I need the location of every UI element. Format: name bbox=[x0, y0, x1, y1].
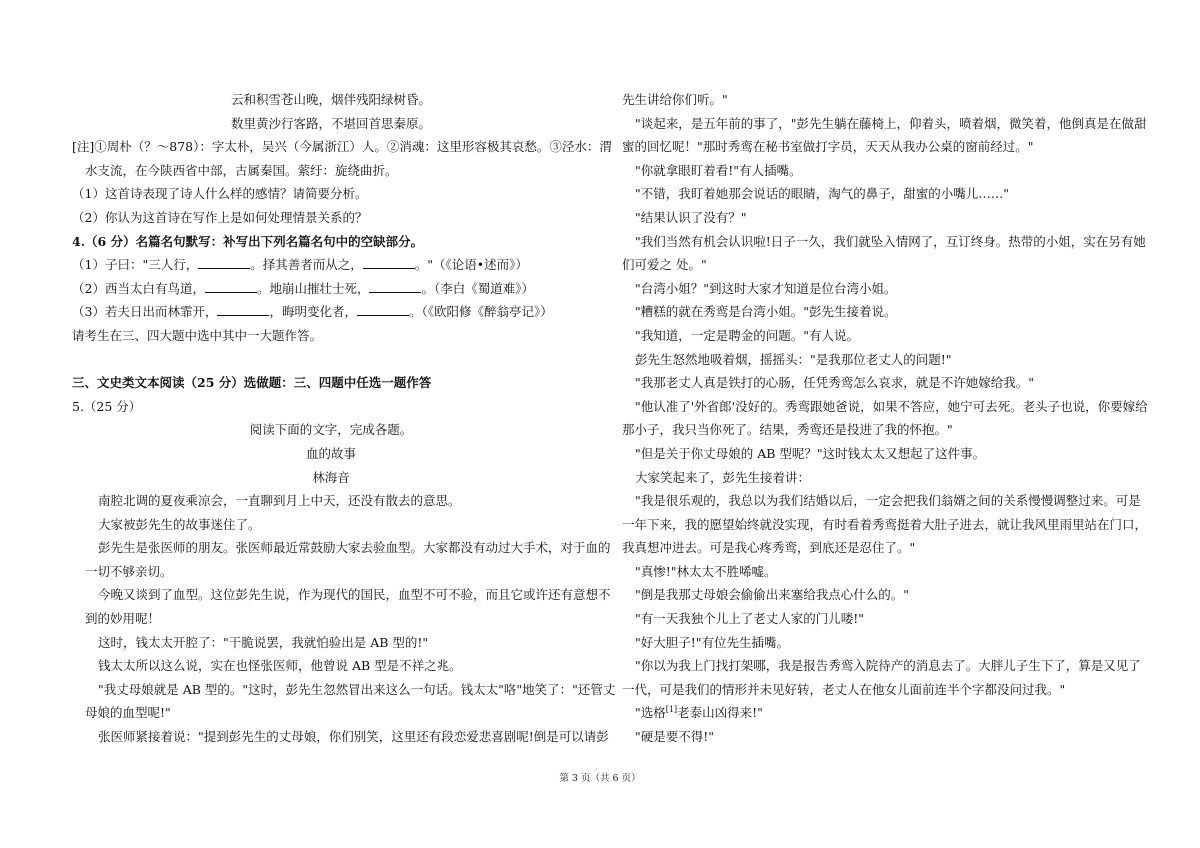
paragraph-cont: 我真想冲进去。可是我心疼秀鸾，到底还是忍住了。" bbox=[622, 540, 916, 556]
poem-line: 数里黄沙行客路，不堪回首思秦原。 bbox=[230, 115, 431, 131]
question-5: 5.（25 分） bbox=[72, 398, 142, 414]
paragraph: "硬是要不得!" bbox=[635, 729, 715, 745]
instruction: 阅读下面的文字，完成各题。 bbox=[249, 422, 413, 438]
left-column bbox=[72, 88, 616, 749]
paragraph-cont: 母娘的血型呢!" bbox=[85, 705, 171, 721]
paragraph: "你以为我上门找打架哪，我是报告秀鸾入院待产的消息去了。大胖儿子生下了，算是又见了 bbox=[635, 658, 1141, 674]
paragraph: "我们当然有机会认识啦!日子一久，我们就坠入情网了，互订终身。热带的小姐，实在另有她 bbox=[635, 233, 1146, 249]
paragraph: 彭先生是张医师的朋友。张医师最近常鼓励大家去验血型。大家都没有动过大手术，对于血的 bbox=[98, 540, 611, 556]
note-line: [注]①周朴（？～878）：字太朴，吴兴（今属浙江）人。②消魂：这里形容极其哀愁。③泾水：渭 bbox=[72, 139, 612, 155]
paragraph: "他认准了'外省郎'没好的。秀鸾跟她爸说，如果不答应，她宁可去死。老头子也说，你要嫁给 bbox=[635, 398, 1148, 414]
paragraph: "台湾小姐？"到这时大家才知道是位台湾小姐。 bbox=[635, 280, 897, 296]
paragraph-cont: 一代，可是我们的情形并未见好转，老丈人在他女儿面前连半个字都没问过我。" bbox=[622, 681, 1066, 697]
author: 林海音 bbox=[312, 469, 350, 485]
spacer bbox=[72, 348, 590, 372]
paragraph: 大家笑起来了，彭先生接着讲： bbox=[635, 469, 811, 485]
paragraph: 张医师紧接着说："提到彭先生的丈母娘，你们别笑，这里还有段恋爱悲喜剧呢!倒是可以请彭 bbox=[98, 729, 609, 745]
paragraph: "谈起来，是五年前的事了，"彭先生躺在藤椅上，仰着头，喷着烟，微笑着，他倒真是在做甜 bbox=[635, 115, 1147, 131]
choose-note: 请考生在三、四大题中选中其中一大题作答。 bbox=[72, 327, 323, 343]
paragraph: "真惨!"林太太不胜唏嘘。 bbox=[635, 563, 777, 579]
question-1: （1）这首诗表现了诗人什么样的感情？请简要分析。 bbox=[72, 186, 368, 202]
paragraph: "我那老丈人真是铁打的心肠，任凭秀鸾怎么哀求，就是不许她嫁给我。" bbox=[635, 375, 1035, 391]
paragraph-cont: 一年下来，我的愿望始终就没实现，有时看着秀鸾挺着大肚子进去，就让我风里雨里站在门口， bbox=[622, 516, 1148, 532]
paragraph: "好大胆子!"有位先生插嘴。 bbox=[635, 634, 790, 650]
paragraph: "我丈母娘就是 AB 型的。"这时，彭先生忽然冒出来这么一句话。钱太太"咯"地笑了："还管丈 bbox=[98, 681, 616, 697]
question-4-2: （2）西当太白有鸟道， 。地崩山摧壮士死， 。（李白《蜀道难》） bbox=[72, 280, 534, 296]
paragraph-cont: 那小子，我只当你死了。结果，秀鸾还是投进了我的怀抱。" bbox=[622, 422, 953, 438]
paragraph: "倒是我那丈母娘会偷偷出来塞给我点心什么的。" bbox=[635, 587, 909, 603]
question-2: （2）你认为这首诗在写作上是如何处理情景关系的？ bbox=[72, 209, 368, 225]
paragraph-cont: 们可爱之 处。" bbox=[622, 257, 707, 273]
poem-line: 云和积雪苍山晚，烟伴残阳绿树昏。 bbox=[230, 92, 431, 107]
paragraph: 南腔北调的夏夜乘凉会，一直聊到月上中天，还没有散去的意思。 bbox=[98, 493, 461, 509]
paragraph: "但是关于你丈母娘的 AB 型呢？"这时钱太太又想起了这件事。 bbox=[635, 445, 986, 461]
paragraph: "你就拿眼盯着看!"有人插嘴。 bbox=[635, 162, 802, 178]
answer-blank bbox=[205, 280, 257, 293]
paragraph: "我知道，一定是聘金的问题。"有人说。 bbox=[635, 327, 859, 343]
paragraph: "结果认识了没有？" bbox=[635, 209, 747, 225]
page-footer: 第 3 页（共 6 页） bbox=[559, 773, 641, 784]
paragraph: "不错，我盯着她那会说话的眼睛，淘气的鼻子，甜蜜的小嘴儿……" bbox=[635, 186, 1010, 202]
paragraph: "选格[1]老泰山凶得来!" bbox=[635, 705, 763, 721]
paragraph: 钱太太所以这么说，实在也怪张医师，他曾说 AB 型是不祥之兆。 bbox=[98, 658, 462, 674]
paragraph: "有一天我独个儿上了老丈人家的门儿喽!" bbox=[635, 611, 865, 627]
paragraph-cont: 到的妙用呢！ bbox=[85, 611, 161, 627]
answer-blank bbox=[369, 280, 421, 293]
footnote-marker: [1] bbox=[665, 705, 678, 715]
paragraph-cont: 一切不够亲切。 bbox=[85, 563, 173, 579]
answer-blank bbox=[198, 256, 250, 269]
note-line: 水支流，在今陕西省中部，古属秦国。萦纡：旋绕曲折。 bbox=[85, 162, 398, 178]
paragraph-cont: 蜜的回忆呢！"那时秀鸾在秘书室做打字员，天天从我办公桌的窗前经过。" bbox=[622, 139, 1034, 155]
answer-blank bbox=[217, 303, 269, 316]
paragraph: "我是很乐观的，我总以为我们结婚以后，一定会把我们翁婿之间的关系慢慢调整过来。可是 bbox=[635, 493, 1141, 509]
paragraph: 这时，钱太太开腔了："干脆说罢，我就怕验出是 AB 型的!" bbox=[98, 634, 429, 650]
question-4-1: （1）子曰："三人行， 。择其善者而从之， 。"（《论语•述而》） bbox=[72, 257, 528, 273]
answer-blank bbox=[363, 256, 415, 269]
section-heading: 三、文史类文本阅读（25 分）选做题：三、四题中任选一题作答 bbox=[72, 375, 432, 391]
paragraph: 彭先生怒然地吸着烟，摇摇头："是我那位老丈人的问题!" bbox=[635, 351, 952, 367]
answer-blank bbox=[357, 303, 409, 316]
story-title: 血的故事 bbox=[305, 445, 356, 461]
right-column bbox=[622, 88, 1148, 749]
paragraph: "糟糕的就在秀鸾是台湾小姐。"彭先生接着说。 bbox=[635, 304, 897, 320]
question-4-3: （3）若夫日出而林霏开， ，晦明变化者， 。（《欧阳修《醉翁亭记》） bbox=[72, 304, 553, 320]
question-4-title: 4.（6 分）名篇名句默写：补写出下列名篇名句中的空缺部分。 bbox=[72, 233, 424, 249]
paragraph: 今晚又谈到了血型。这位彭先生说，作为现代的国民，血型不可不验，而且它或许还有意想不 bbox=[98, 587, 611, 603]
paragraph-cont: 先生讲给你们听。" bbox=[622, 92, 728, 107]
paragraph: 大家被彭先生的故事迷住了。 bbox=[98, 516, 261, 532]
